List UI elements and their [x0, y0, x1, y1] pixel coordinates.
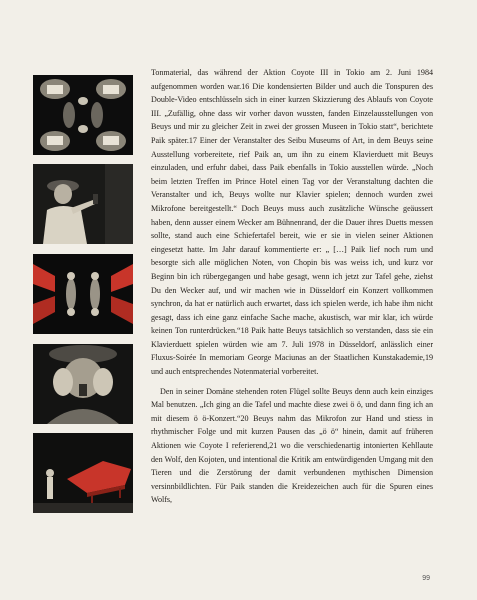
video-still-image — [33, 164, 133, 244]
body-text — [151, 66, 433, 507]
paragraph-2: Den in seiner Domäne stehenden roten Flügel sollte Beuys denn auch kein einziges Mal benutzen. „Ich ging an die Tafel und machte diese zwei ö ö, und dann fing ich an mit diesem ö ö-Konzert.“20 Beuys nahm das Mikrofon zur Hand und stiess in rhythmischer Folge und mit kurzen Pausen das „ö ö“ hinein, damit auf früheren Aktionen wie Coyote I referierend,21 wo die verschiedenartig intonierten Kehllaute den Wolf, den Kojoten, und intentional die Kritik am entwürdigenden Umgang mit den Tieren und die Zerstörung der damit verbundenen mythischen Dimension versinnbildlichten. Für Paik standen die Kreidezeichen auch für die Spuren eines Wolfs, — [151, 386, 433, 505]
video-still-mirrored-red-piano — [33, 254, 133, 334]
video-still-image — [33, 254, 133, 334]
video-still-beuys-microphone — [33, 164, 133, 244]
video-still-mirrored-heads-1 — [33, 75, 133, 155]
video-still-image — [33, 344, 133, 424]
page-number: 99 — [422, 575, 430, 582]
video-still-stage-red-piano — [33, 433, 133, 513]
paragraph-1: Tonmaterial, das während der Aktion Coyote III in Tokio am 2. Juni 1984 aufgenommen worden war.16 Die kondensierten Bilder und auch die Tonspuren des Double-Video entschlüsseln sich in einer kurzen Skizzierung des Ablaufs von Coyote III. „Zufällig, ohne dass wir vorher davon wussten, fanden Einzelausstellungen von Beuys und mir zu gleicher Zeit in zwei der grossen Museen in Tokio statt“, berichtete Paik später.17 Einer der Veranstalter des Seibu Museums of Art, in dem Beuys seine Ausstellung vorbereitete, rief Paik an, um ihn zu einem Klavierduett mit Beuys einzuladen, und erfuhr dabei, dass Paik ebenfalls in Tokio ausstellen würde. „Noch beim letzten Treffen im Prince Hotel einen Tag vor der Veranstaltung dachten die Veranstalter und ich, Beuys wollte nur Klavier spielen; dennoch wurden zwei Mikrofone bereitgestellt.“ Doch Beuys muss auch zusätzliche Wünsche geäussert haben, denn ausser einem Wecker am Bühnenrand, der die Dauer ihres Duetts messen sollte, stand auch eine Schiefertafel bereit, wie er sie in vielen seiner Aktionen eingesetzt hatte. Im Jahr darauf kommentierte er: „ […] Paik lief noch rum und besorgte sich alle möglichen Noten, von Chopin bis was weiss ich, und kurz vor Beginn bin ich rübergegangen und habe gesagt, wenn ich jetzt zur Tafel gehe, ziehst Du den Wecker auf, und wir machen wie in Düsseldorf ein Konzert vollkommen synchron, da hat er natürlich auch erwartet, dass ich spielen werde, ich habe ihm nicht gesagt, dass ich eine ganz einfache Sache mache, akustisch, war mir klar, ich würde keinen Ton runterdrücken.“18 Paik hatte Beuys tatsächlich so verstanden, dass sie ein Klavierduett spielen würden wie am 7. Juli 1978 in Düsseldorf, anlässlich einer Fluxus-Soirée In memoriam George Maciunas an der Staatlichen Kunstakademie,19 und auch entsprechendes Notenmaterial vorbereitet. — [151, 68, 433, 377]
video-still-image — [33, 75, 133, 155]
video-still-image — [33, 433, 133, 513]
video-still-beuys-face-hands — [33, 344, 133, 424]
